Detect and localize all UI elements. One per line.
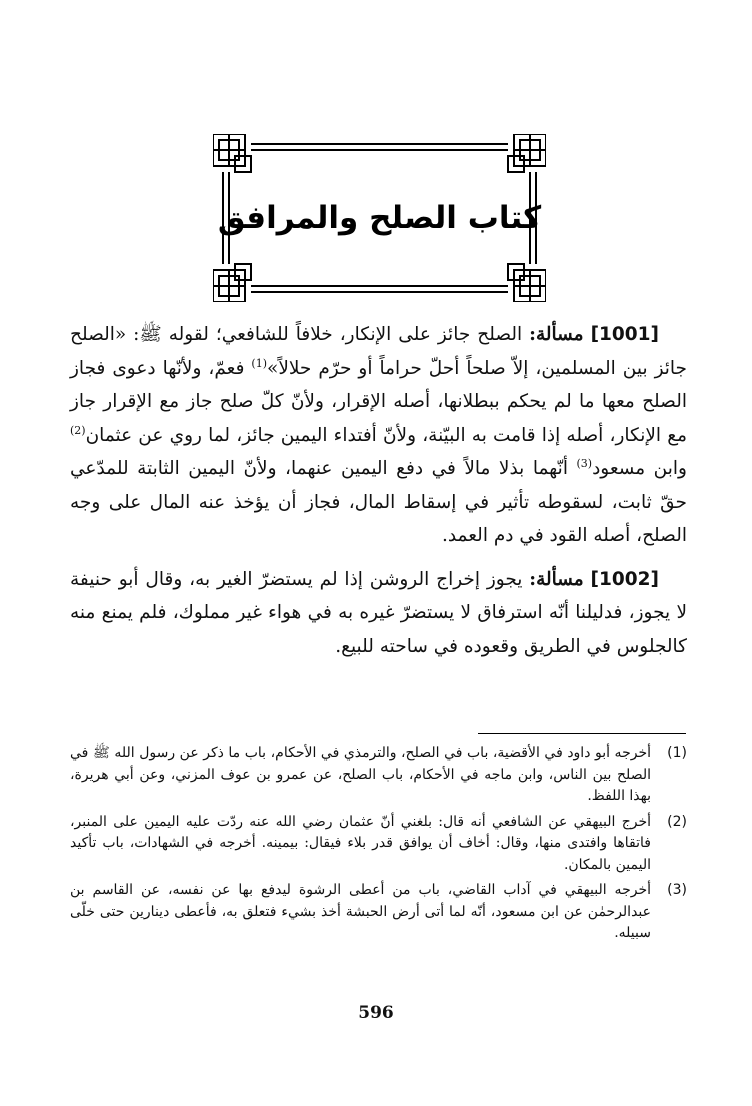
chapter-title-frame: [213, 134, 546, 302]
footnote-separator: [478, 733, 686, 734]
issue-label: مسألة:: [529, 568, 584, 590]
issue-paragraph-1001: [70, 318, 687, 553]
footnote-ref-3[interactable]: (3): [576, 456, 593, 470]
issue-text: وابن مسعود: [592, 458, 687, 479]
issue-number: [1002]: [590, 568, 659, 590]
footnote-2: [70, 812, 687, 877]
issue-text: الصلح جائز على الإنكار، خلافاً للشافعي؛ لقوله ﷺ: «الصلح جائز بين المسلمين، إلاّ صلحاً أحلّ حراماً أو حرّم حلالاً»: [70, 324, 687, 379]
frame-corner-bottom-left: [213, 264, 251, 302]
footnote-number: (2): [667, 813, 687, 830]
issue-text: فعمّ، ولأنّها دعوى فجاز الصلح معها ما لم يحكم ببطلانها، أصله الإقرار، ولأنّ كلّ صلح جاز مع الإقرار جاز مع الإنكار، أصله إذا قامت به البيّنة، ولأنّ أفتداء اليمين جائز، لما روي عن عثمان: [70, 357, 687, 446]
issue-paragraph-1002: [70, 563, 687, 664]
footnotes: [70, 743, 687, 949]
footnote-ref-2[interactable]: (2): [70, 423, 86, 437]
frame-corner-top-left: [213, 134, 251, 172]
footnote-number: (1): [667, 745, 687, 761]
footnote-text: أخرجه أبو داود في الأقضية، باب في الصلح، والترمذي في الأحكام، باب ما ذكر عن رسول الله ﷺ في الصلح بين الناس، وابن ماجه في الأحكام، باب الصلح، عن عمرو بن عوف المزني، وعن أبي هريرة، بهذا اللفظ.: [70, 745, 651, 804]
chapter-title: كتاب الصلح والمرافق: [217, 200, 542, 236]
footnote-text: أخرجه البيهقي في آداب القاضي، باب من أعطى الرشوة ليدفع بها عن نفسه، عن القاسم بن عبدالرحمٰن عن ابن مسعود، أنّه لما أتى أرض الحبشة أخذ بشيء فتعلق به، فأعطى دينارين حتى خلّى سبيله.: [70, 882, 651, 941]
footnote-text: أخرج البيهقي عن الشافعي أنه قال: بلغني أنّ عثمان رضي الله عنه ردّت عليه اليمين على المنبر، فاتقاها وافتدى منها، وقال: أخاف أن يوافق قدر بلاء فيقال: بيمينه. أخرجه في الشهادات، باب تأكيد اليمين بالمكان.: [70, 813, 651, 873]
issue-number: [1001]: [590, 324, 659, 345]
footnote-number: (3): [667, 882, 687, 898]
page-number: 596: [358, 1003, 394, 1023]
issue-text: أنّهما بذلا مالاً في دفع اليمين عنهما، ولأنّ اليمين الثابتة للمدّعي حقّ ثابت، لسقوطه تأثير في إسقاط المال، فجاز أن يؤخذ عنه المال على وجه الصلح، أصله القود في دم العمد.: [70, 458, 687, 546]
frame-corner-top-right: [508, 134, 546, 172]
footnote-3: [70, 880, 687, 945]
footnote-ref-1[interactable]: (1): [251, 356, 268, 370]
footnote-1: [70, 743, 687, 808]
issue-text: يجوز إخراج الروشن إذا لم يستضرّ الغير به، وقال أبو حنيفة لا يجوز، فدليلنا أنّه استرفاق لا يستضرّ غيره به في هواء غير مملوك، فلم يمنع منه كالجلوس في الطريق وقعوده في ساحته للبيع.: [70, 568, 687, 657]
issue-label: مسألة:: [529, 324, 584, 345]
main-text: [70, 318, 687, 673]
frame-corner-bottom-right: [508, 264, 546, 302]
